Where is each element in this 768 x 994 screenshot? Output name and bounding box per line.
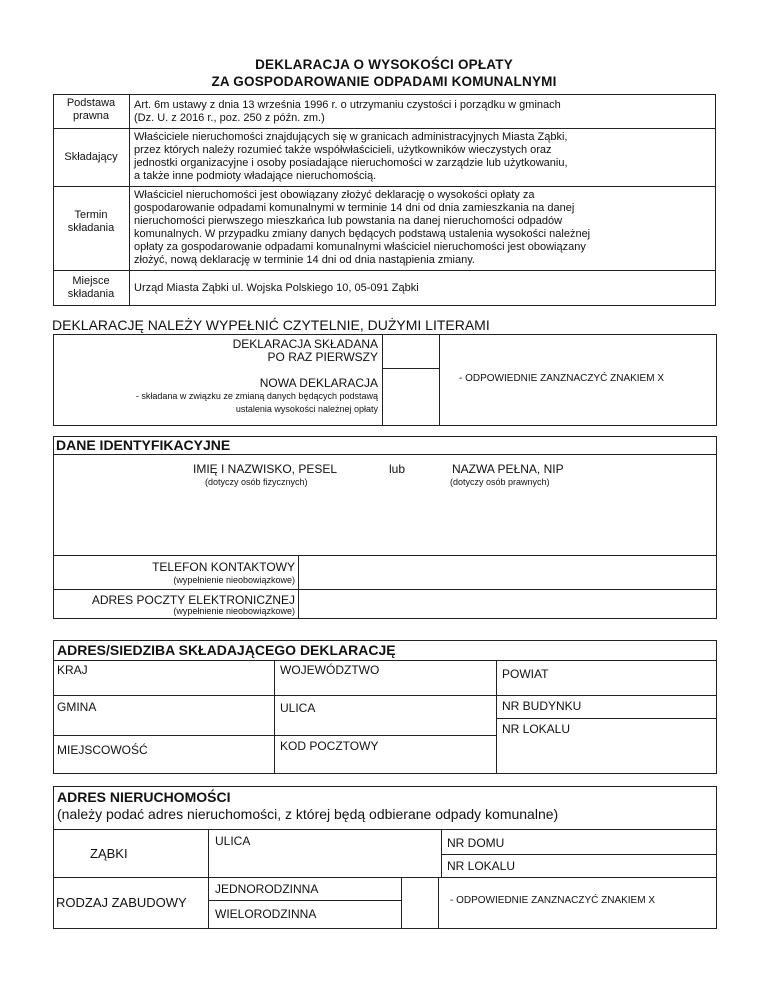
street-input[interactable]	[278, 715, 494, 734]
county-input[interactable]	[500, 682, 714, 694]
row-divider	[53, 877, 717, 879]
property-street-input[interactable]	[212, 849, 438, 876]
property-street-label: ULICA	[215, 834, 251, 848]
column-divider	[298, 555, 300, 619]
commune-label: GMINA	[57, 700, 97, 714]
row-divider	[53, 555, 717, 557]
property-subheading: (należy podać adres nieruchomości, z której będą odbierane odpady komunalne)	[57, 806, 559, 822]
miejsce-label-2: składania	[67, 288, 115, 300]
row-divider	[208, 900, 401, 902]
row-divider	[382, 368, 440, 370]
locality-label: MIEJSCOWOŚĆ	[57, 743, 148, 757]
termin-label-2: składania	[67, 222, 115, 234]
row-divider	[53, 829, 717, 831]
termin-line: opłaty za gospodarowanie odpadami komunalnymi właściciel nieruchomości jest obowiązany	[134, 241, 586, 253]
phone-label: TELEFON KONTAKTOWY	[152, 560, 295, 574]
property-city: ZĄBKI	[90, 846, 128, 861]
voivodeship-label: WOJEWÓDZTWO	[280, 663, 380, 677]
email-input[interactable]	[301, 592, 714, 618]
column-divider	[441, 829, 443, 877]
name-pesel-label: IMIĘ I NAZWISKO, PESEL	[193, 462, 338, 476]
row-divider	[53, 270, 716, 272]
phone-sub: (wypełnienie nieobowiązkowe)	[173, 575, 295, 585]
podstawa-text-1: Art. 6m ustawy z dnia 13 września 1996 r. o utrzymaniu czystości i porządku w gminach	[134, 99, 561, 111]
miejsce-text: Urząd Miasta Ząbki ul. Wojska Polskiego 10, 05-091 Ząbki	[134, 282, 419, 294]
new-declaration-note-2: ustalenia wysokości należnej opłaty	[235, 404, 378, 414]
company-nip-label: NAZWA PEŁNA, NIP	[452, 462, 564, 476]
miejsce-label-1: Miejsce	[72, 275, 110, 287]
podstawa-label-1: Podstawa	[66, 97, 116, 109]
termin-line: nieruchomości pierwszego mieszkańca lub powstania na danej nieruchomości odpadów	[134, 215, 563, 227]
info-table-divider	[129, 94, 131, 306]
apartment-number-label: NR LOKALU	[502, 722, 571, 736]
new-declaration-checkbox[interactable]	[383, 371, 438, 424]
county-label: POWIAT	[502, 667, 549, 681]
skladajacy-line: a także inne podmioty władające nieruchomością.	[134, 170, 377, 182]
termin-label-1: Termin	[74, 209, 108, 221]
column-divider	[274, 660, 276, 774]
column-divider	[401, 877, 403, 929]
single-family-checkbox[interactable]	[404, 880, 437, 899]
form-title-line1: DEKLARACJA O WYSOKOŚCI OPŁATY	[255, 57, 513, 72]
column-divider	[438, 877, 440, 929]
identification-input-area[interactable]	[56, 492, 712, 552]
column-divider	[208, 829, 210, 929]
skladajacy-line: Właściciele nieruchomości znajdujących się w granicach administracyjnych Miasta Ząbki,	[134, 131, 568, 143]
house-number-label: NR DOMU	[447, 836, 505, 850]
row-divider	[496, 718, 717, 720]
row-divider	[53, 589, 717, 591]
column-divider	[439, 334, 441, 426]
row-divider	[441, 854, 717, 856]
voivodeship-input[interactable]	[278, 676, 494, 694]
multi-family-label: WIELORODZINNA	[215, 907, 317, 921]
email-sub: (wypełnienie nieobowiązkowe)	[173, 606, 295, 616]
first-declaration-checkbox[interactable]	[383, 336, 438, 367]
skladajacy-line: przez których należy rozumieć także współwłaścicieli, użytkowników wieczystych oraz	[134, 144, 552, 156]
row-divider	[53, 660, 717, 662]
house-number-input[interactable]	[500, 834, 714, 853]
skladajacy-line: jednostki organizacyjne i osoby posiadające nieruchomości w zarządzie lub użytkowaniu,	[134, 157, 568, 169]
single-family-label: JEDNORODZINNA	[215, 882, 319, 896]
property-heading: ADRES NIERUCHOMOŚCI	[57, 789, 231, 805]
podstawa-text-2: (Dz. U. z 2016 r., poz. 250 z późn. zm.)	[134, 112, 325, 124]
termin-line: gospodarowanie odpadami komunalnymi w terminie 14 dni od dnia zamieszkania na danej	[134, 202, 575, 214]
street-label: ULICA	[280, 701, 316, 715]
property-apartment-input[interactable]	[510, 857, 714, 876]
podstawa-label-2: prawna	[72, 110, 110, 122]
building-number-label: NR BUDYNKU	[502, 699, 582, 713]
termin-line: komunalnych. W przypadku zmiany danych będących podstawą ustalenia wysokości należnej	[134, 228, 591, 240]
phone-input[interactable]	[301, 558, 714, 588]
country-label: KRAJ	[57, 663, 88, 677]
building-type-label: RODZAJ ZABUDOWY	[56, 895, 187, 910]
postal-code-label: KOD POCZTOWY	[280, 739, 379, 753]
identification-heading: DANE IDENTYFIKACYJNE	[56, 437, 231, 453]
form-title-line2: ZA GOSPODAROWANIE ODPADAMI KOMUNALNYMI	[211, 74, 557, 89]
new-declaration-note-1: - składana w związku ze zmianą danych będących podstawą	[135, 391, 378, 401]
first-declaration-label-1: DEKLARACJA SKŁADANA	[232, 337, 378, 351]
company-nip-sub: (dotyczy osób prawnych)	[450, 477, 550, 487]
row-divider	[53, 695, 717, 697]
new-declaration-label: NOWA DEKLARACJA	[259, 376, 378, 390]
property-mark-hint: - ODPOWIEDNIE ZANZNACZYĆ ZNAKIEM X	[450, 895, 656, 906]
row-divider	[53, 186, 716, 188]
locality-input[interactable]	[56, 757, 272, 773]
postal-code-input[interactable]	[278, 752, 494, 772]
property-apartment-label: NR LOKALU	[447, 859, 516, 873]
termin-line: Właściciel nieruchomości jest obowiązany złożyć deklarację o wysokości opłaty za	[134, 189, 535, 201]
multi-family-checkbox[interactable]	[404, 903, 437, 927]
row-divider	[53, 128, 716, 130]
skladajacy-label: Składający	[64, 151, 118, 163]
or-label: lub	[389, 462, 406, 476]
fill-instruction: DEKLARACJĘ NALEŻY WYPEŁNIĆ CZYTELNIE, DUŻYMI LITERAMI	[52, 317, 490, 333]
country-input[interactable]	[56, 676, 272, 694]
name-pesel-sub: (dotyczy osób fizycznych)	[205, 477, 308, 487]
email-label: ADRES POCZTY ELEKTRONICZNEJ	[91, 593, 295, 607]
first-declaration-label-2: PO RAZ PIERWSZY	[267, 350, 378, 364]
termin-line: złożyć, nową deklarację w terminie 14 dni od dnia nastąpienia zmiany.	[134, 254, 475, 266]
commune-input[interactable]	[56, 715, 272, 734]
mark-hint: - ODPOWIEDNIE ZANZNACZYĆ ZNAKIEM X	[459, 373, 665, 384]
address-heading: ADRES/SIEDZIBA SKŁADAJĄCEGO DEKLARACJĘ	[57, 642, 396, 658]
column-divider	[496, 660, 498, 774]
